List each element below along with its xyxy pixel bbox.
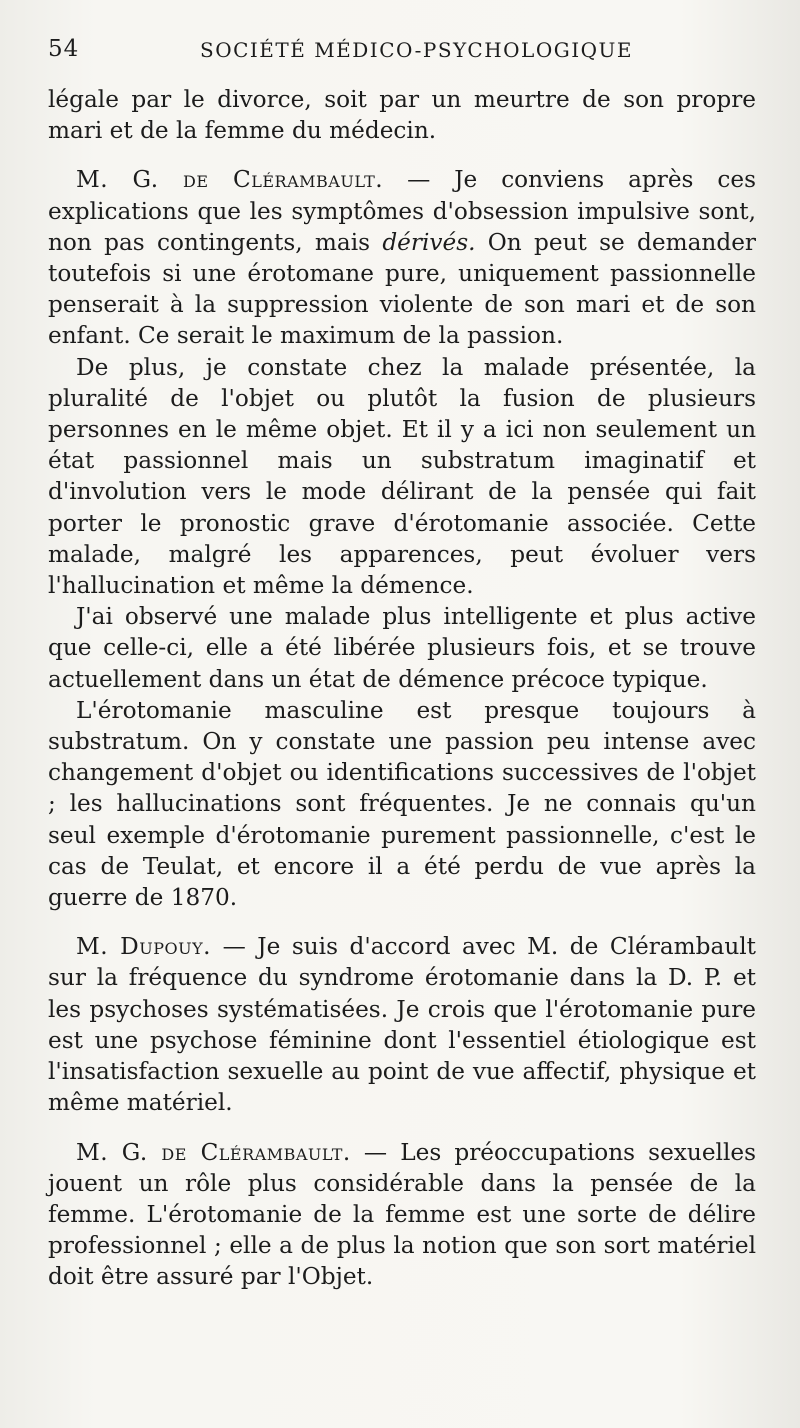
emphasized-word: dérivés. xyxy=(382,228,476,256)
paragraph-text: — Je conviens après ces explications que les symptômes d'obsession impulsive sont, non pas contingents, mais xyxy=(48,166,756,256)
paragraph-clerambault-3 xyxy=(48,601,756,695)
paragraph-dupouy xyxy=(48,931,756,1118)
paragraph-text: De plus, je constate chez la malade présentée, la pluralité de l'objet ou plutôt la fusion de plusieurs personnes en le même objet. Et il y a ici non seulement un état passionnel mais un substratum imaginatif et d'involution vers le mode délirant de la pensée qui fait porter le pronostic grave d'érotomanie associée. Cette malade, malgré les apparences, peut évoluer vers l'hallucination et même la démence. xyxy=(48,353,756,600)
paragraph-text: On peut se demander toutefois si une érotomane pure, uniquement passionnelle penserait à la suppression violente de son mari et de son enfant. Ce serait le maximum de la passion. xyxy=(48,228,757,350)
paragraph-text: — Je suis d'accord avec M. de Clérambault sur la fréquence du syndrome érotomanie dans la D. P. et les psychoses systématisées. Je crois que l'érotomanie pure est une psychose féminine dont l'essentiel étiologique est l'insatisfaction sexuelle au point de vue affectif, physique et même matériel. xyxy=(48,933,756,1117)
running-head xyxy=(48,36,756,72)
paragraph-clerambault-5 xyxy=(48,1137,756,1293)
paragraph-clerambault-2 xyxy=(48,352,756,602)
paragraph-text: J'ai observé une malade plus intelligente et plus active que celle-ci, elle a été libérée plusieurs fois, et se trouve actuellement dans un état de démence précoce typique. xyxy=(48,603,756,693)
paragraph-continuation xyxy=(48,84,756,146)
speaker-name: M. Dupouy. xyxy=(76,933,212,961)
speaker-name: M. G. de Clérambault. xyxy=(76,1138,351,1166)
paragraph-text: L'érotomanie masculine est presque toujours à substratum. On y constate une passion peu intense avec changement d'objet ou identifications successives de l'objet ; les hallucinations sont fréquentes. Je ne connais qu'un seul exemple d'érotomanie purement passionnelle, c'est le cas de Teulat, et encore il a été perdu de vue après la guerre de 1870. xyxy=(48,696,756,912)
paragraph-text: — Les préoccupations sexuelles jouent un rôle plus considérable dans la pensée de la femme. L'érotomanie de la femme est une sorte de délire professionnel ; elle a de plus la notion que son sort matériel doit être assuré par l'Objet. xyxy=(48,1138,756,1291)
paragraph-clerambault-1 xyxy=(48,164,756,351)
speaker-name: M. G. de Clérambault. xyxy=(76,166,384,194)
paragraph-clerambault-4 xyxy=(48,695,756,913)
page-number: 54 xyxy=(48,36,80,62)
text-body xyxy=(48,84,756,1293)
running-title: SOCIÉTÉ MÉDICO-PSYCHOLOGIQUE xyxy=(200,38,633,62)
paragraph-text: légale par le divorce, soit par un meurtre de son propre mari et de la femme du médecin. xyxy=(48,86,756,145)
